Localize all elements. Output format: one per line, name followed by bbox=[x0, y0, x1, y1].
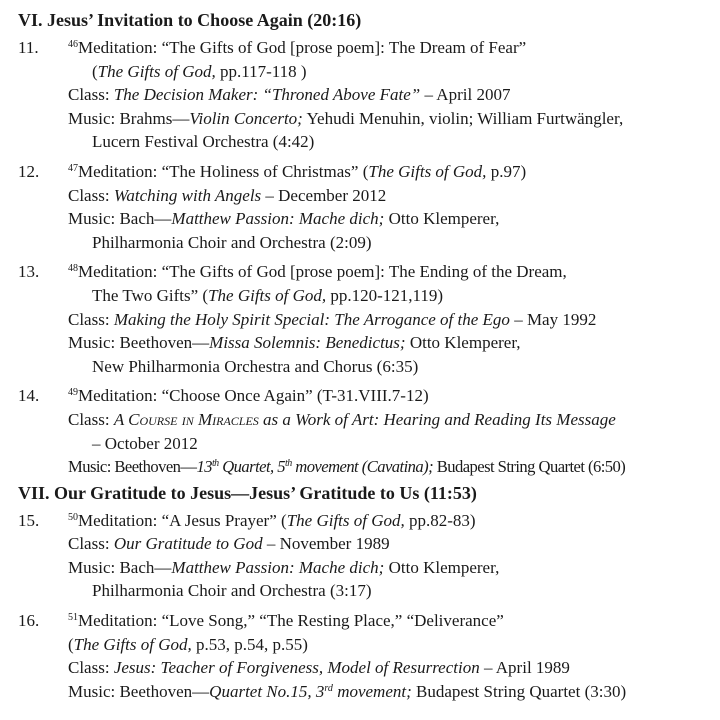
source-title: The Gifts of God, bbox=[286, 510, 405, 530]
class-line bbox=[18, 656, 704, 680]
music-label: Music: Beethoven— bbox=[68, 457, 197, 477]
entry-number: 12. bbox=[18, 161, 40, 181]
meditation-text: Meditation: “Love Song,” “The Resting Place,” “Deliverance” bbox=[78, 611, 504, 631]
source-page: pp.120-121,119) bbox=[326, 285, 444, 305]
source-page: p.97) bbox=[486, 161, 527, 181]
meditation-text: Meditation: “The Holiness of Christmas” ( bbox=[78, 161, 369, 181]
music-work: Missa Solemnis: Benedictus; bbox=[209, 333, 406, 353]
class-label: Class: bbox=[68, 309, 114, 329]
meditation-line bbox=[18, 36, 704, 60]
music-performers-line: Philharmonia Choir and Orchestra (2:09) bbox=[92, 232, 372, 252]
class-line bbox=[18, 408, 704, 432]
music-label: Music: Brahms— bbox=[68, 108, 190, 128]
list-item bbox=[18, 160, 704, 254]
music-performers: Otto Klemperer, bbox=[384, 209, 500, 229]
meditation-text: Meditation: “Choose Once Again” (T-31.VIII.7-12) bbox=[78, 386, 429, 406]
source-page: pp.82-83) bbox=[404, 510, 476, 530]
meditation-line bbox=[18, 260, 704, 284]
entry-number: 14. bbox=[18, 386, 40, 406]
meditation-source-line bbox=[18, 633, 704, 657]
music-label: Music: Bach— bbox=[68, 209, 172, 229]
list-item bbox=[18, 609, 704, 703]
meditation-line bbox=[18, 160, 704, 184]
music-line bbox=[18, 107, 704, 131]
section-heading: VI. Jesus’ Invitation to Choose Again (20:16) bbox=[18, 10, 362, 30]
music-performers: Otto Klemperer, bbox=[384, 557, 500, 577]
class-date: – April 2007 bbox=[420, 85, 511, 105]
class-date: – December 2012 bbox=[261, 185, 387, 205]
footnote-marker: 50 bbox=[68, 511, 78, 523]
class-line bbox=[18, 83, 704, 107]
class-title: The Decision Maker: “Throned Above Fate” bbox=[113, 85, 421, 105]
music-label: Music: Bach— bbox=[68, 557, 172, 577]
class-line bbox=[18, 308, 704, 332]
section-heading: VII. Our Gratitude to Jesus—Jesus’ Gratitude to Us (11:53) bbox=[18, 482, 477, 503]
meditation-text: Meditation: “The Gifts of God [prose poem]: The Ending of the Dream, bbox=[78, 262, 567, 282]
meditation-text: Meditation: “A Jesus Prayer” ( bbox=[78, 510, 287, 530]
class-title: Watching with Angels bbox=[113, 185, 262, 205]
meditation-line bbox=[18, 509, 704, 533]
music-work: Violin Concerto; bbox=[189, 108, 303, 128]
entry-number: 15. bbox=[18, 510, 40, 530]
music-line bbox=[18, 331, 704, 355]
class-label: Class: bbox=[68, 185, 114, 205]
music-performers-line: New Philharmonia Orchestra and Chorus (6:35) bbox=[92, 356, 419, 376]
source-page: p.53, p.54, p.55) bbox=[191, 634, 308, 654]
music-performers: Yehudi Menuhin, violin; William Furtwängler, bbox=[302, 108, 624, 128]
class-title-smallcaps: A Course in Miracles bbox=[113, 409, 259, 429]
footnote-marker: 47 bbox=[68, 162, 78, 174]
music-performers: Budapest String Quartet (3:30) bbox=[411, 681, 627, 701]
music-label: Music: Beethoven— bbox=[68, 333, 210, 353]
music-line bbox=[18, 680, 704, 704]
source-title: The Gifts of God, bbox=[73, 634, 192, 654]
class-label: Class: bbox=[68, 658, 114, 678]
music-work: Quartet No.15, 3rd movement; bbox=[209, 681, 412, 701]
music-line bbox=[18, 207, 704, 231]
class-title: Jesus: Teacher of Forgiveness, Model of Resurrection bbox=[113, 658, 480, 678]
music-performers: Otto Klemperer, bbox=[405, 333, 521, 353]
class-line bbox=[18, 184, 704, 208]
meditation-source-line bbox=[18, 284, 704, 308]
class-line bbox=[18, 532, 704, 556]
music-work: 13th Quartet, 5th movement (Cavatina); bbox=[196, 457, 434, 477]
meditation-text: Meditation: “The Gifts of God [prose poem]: The Dream of Fear” bbox=[78, 38, 527, 57]
list-item bbox=[18, 509, 704, 603]
class-label: Class: bbox=[68, 409, 114, 429]
footnote-marker: 51 bbox=[68, 612, 78, 624]
source-title: The Gifts of God, bbox=[208, 285, 327, 305]
footnote-marker: 48 bbox=[68, 263, 78, 275]
entry-number: 13. bbox=[18, 262, 40, 282]
class-date: – April 1989 bbox=[479, 658, 570, 678]
class-label: Class: bbox=[68, 85, 114, 105]
list-item bbox=[18, 384, 704, 478]
class-title: Making the Holy Spirit Special: The Arrogance of the Ego bbox=[113, 309, 510, 329]
meditation-line bbox=[18, 609, 704, 633]
class-title: Our Gratitude to God bbox=[113, 534, 263, 554]
meditation-line bbox=[18, 384, 704, 408]
music-line bbox=[18, 556, 704, 580]
list-item bbox=[18, 36, 704, 154]
music-label: Music: Beethoven— bbox=[68, 681, 210, 701]
music-work: Matthew Passion: Mache dich; bbox=[171, 557, 385, 577]
music-line bbox=[18, 455, 704, 479]
meditation-text-cont: ( bbox=[68, 634, 74, 654]
meditation-text-cont: The Two Gifts” ( bbox=[92, 285, 209, 305]
music-performers-line: Lucern Festival Orchestra (4:42) bbox=[92, 132, 315, 152]
footnote-marker: 46 bbox=[68, 39, 78, 50]
music-performers-line: Philharmonia Choir and Orchestra (3:17) bbox=[92, 581, 372, 601]
list-item bbox=[18, 260, 704, 378]
source-title: The Gifts of God, bbox=[368, 161, 487, 181]
source-title: The Gifts of God, bbox=[97, 61, 216, 81]
entry-number: 16. bbox=[18, 611, 40, 631]
entry-number: 11. bbox=[18, 38, 39, 57]
class-title: as a Work of Art: Hearing and Reading Its Message bbox=[258, 409, 616, 429]
meditation-source-line: (The Gifts of God, pp.117-118 ) bbox=[92, 61, 307, 81]
music-performers: Budapest String Quartet (6:50) bbox=[433, 457, 626, 477]
class-label: Class: bbox=[68, 534, 114, 554]
class-date: – November 1989 bbox=[262, 534, 390, 554]
class-date-line: – October 2012 bbox=[92, 433, 198, 453]
music-work: Matthew Passion: Mache dich; bbox=[171, 209, 385, 229]
class-date: – May 1992 bbox=[509, 309, 597, 329]
footnote-marker: 49 bbox=[68, 387, 78, 399]
